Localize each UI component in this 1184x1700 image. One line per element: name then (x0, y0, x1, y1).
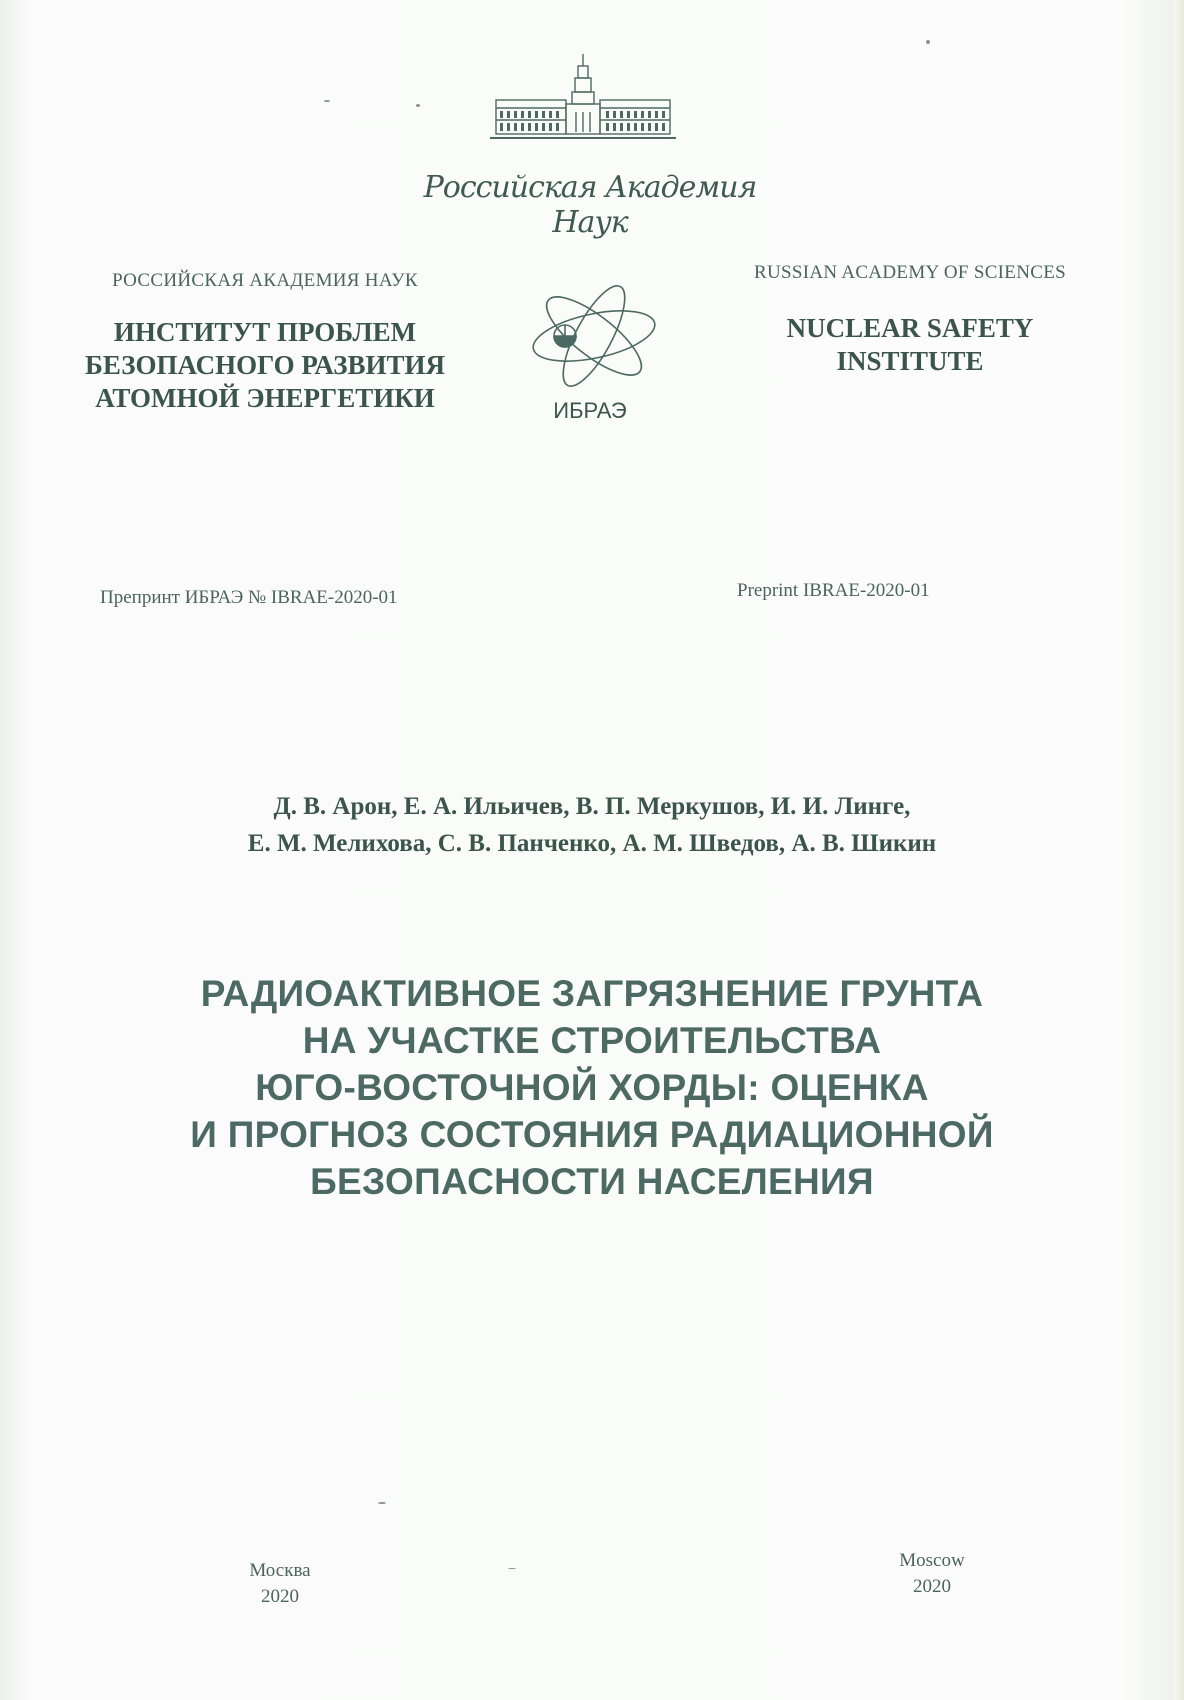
title-line: И ПРОГНОЗ СОСТОЯНИЯ РАДИАЦИОННОЙ (190, 1114, 994, 1155)
authors-list (150, 788, 1034, 862)
institute-name-en (720, 312, 1100, 378)
title-line: РАДИОАКТИВНОЕ ЗАГРЯЗНЕНИЕ ГРУНТА (200, 973, 984, 1014)
city-en: Moscow (899, 1550, 965, 1571)
institute-block-ru (60, 270, 470, 415)
scan-speck (416, 104, 420, 107)
city-ru: Москва (249, 1560, 311, 1581)
academy-name-en: RUSSIAN ACADEMY OF SCIENCES (754, 262, 1066, 283)
institute-block-en (720, 262, 1100, 378)
document-title (110, 970, 1074, 1205)
institute-name-ru-line: АТОМНОЙ ЭНЕРГЕТИКИ (95, 383, 435, 413)
institute-name-en-line: INSTITUTE (836, 346, 984, 376)
title-line: БЕЗОПАСНОСТИ НАСЕЛЕНИЯ (310, 1161, 874, 1202)
scan-speck (508, 1568, 516, 1569)
title-line: НА УЧАСТКЕ СТРОИТЕЛЬСТВА (302, 1020, 882, 1061)
academy-name-ru: РОССИЙСКАЯ АКАДЕМИЯ НАУК (112, 270, 418, 291)
scan-edge (1174, 0, 1184, 1700)
preprint-number-en: Preprint IBRAE-2020-01 (737, 580, 930, 601)
title-line: ЮГО-ВОСТОЧНОЙ ХОРДЫ: ОЦЕНКА (255, 1067, 929, 1108)
institute-name-en-line: NUCLEAR SAFETY (786, 313, 1034, 343)
institute-name-ru-line: БЕЗОПАСНОГО РАЗВИТИЯ (85, 350, 445, 380)
scan-speck (926, 40, 930, 44)
preprint-number-ru: Препринт ИБРАЭ № IBRAE-2020-01 (100, 587, 398, 608)
authors-line: Е. М. Мелихова, С. В. Панченко, А. М. Шведов, А. В. Шикин (247, 830, 937, 857)
institute-name-ru (60, 316, 470, 415)
imprint-ru (200, 1558, 360, 1610)
imprint-en (852, 1548, 1012, 1600)
academy-building-icon (490, 52, 676, 148)
institute-name-ru-line: ИНСТИТУТ ПРОБЛЕМ (113, 317, 417, 347)
academy-script-title: Российская Академия Наук (423, 170, 757, 240)
year-en: 2020 (913, 1576, 951, 1597)
authors-line: Д. В. Арон, Е. А. Ильичев, В. П. Меркушов, И. И. Линге, (273, 793, 911, 820)
ibrae-logo-text: ИБРАЭ (553, 398, 627, 423)
scan-speck (378, 1502, 386, 1504)
scan-speck (324, 100, 330, 102)
year-ru: 2020 (261, 1586, 299, 1607)
